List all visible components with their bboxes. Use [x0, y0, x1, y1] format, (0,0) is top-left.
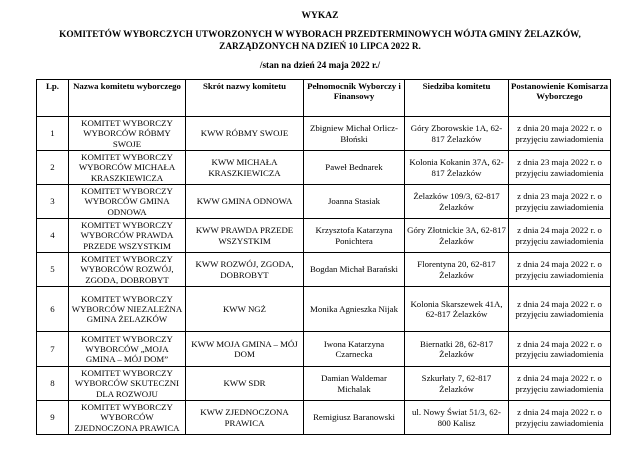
- cell-seat: Kolonia Skarszewek 41A, 62-817 Żelazków: [405, 287, 509, 332]
- cell-name: KOMITET WYBORCZY WYBORCÓW PRAWDA PRZEDE WSZYSTKIM: [69, 219, 186, 253]
- cell-abbr: KWW MOJA GMINA – MÓJ DOM: [186, 332, 304, 367]
- table-row: [37, 185, 611, 219]
- cell-seat: Kolonia Kokanin 37A, 62-817 Żelazków: [405, 151, 509, 185]
- cell-lp: 7: [37, 332, 69, 367]
- cell-decision: z dnia 24 maja 2022 r. o przyjęciu zawiadomienia: [509, 332, 611, 367]
- cell-lp: 8: [37, 367, 69, 401]
- table-row: [37, 117, 611, 151]
- cell-agent: Paweł Bednarek: [304, 151, 405, 185]
- cell-lp: 2: [37, 151, 69, 185]
- cell-decision: z dnia 20 maja 2022 r. o przyjęciu zawiadomienia: [509, 117, 611, 151]
- cell-decision: z dnia 23 maja 2022 r. o przyjęciu zawiadomienia: [509, 185, 611, 219]
- table-row: [37, 253, 611, 287]
- cell-seat: Szkurłaty 7, 62-817 Żelazków: [405, 367, 509, 401]
- cell-abbr: KWW MICHAŁA KRASZKIEWICZA: [186, 151, 304, 185]
- document-title: WYKAZ: [301, 11, 339, 21]
- cell-decision: z dnia 24 maja 2022 r. o przyjęciu zawiadomienia: [509, 401, 611, 435]
- cell-abbr: KWW SDR: [186, 367, 304, 401]
- cell-decision: z dnia 24 maja 2022 r. o przyjęciu zawiadomienia: [509, 219, 611, 253]
- cell-lp: 4: [37, 219, 69, 253]
- cell-name: KOMITET WYBORCZY WYBORCÓW „MOJA GMINA – MÓJ DOM”: [69, 332, 186, 367]
- column-header-abbr: Skrót nazwy komitetu: [186, 80, 304, 117]
- cell-name: KOMITET WYBORCZY WYBORCÓW GMINA ODNOWA: [69, 185, 186, 219]
- cell-name: KOMITET WYBORCZY WYBORCÓW RÓBMY SWOJE: [69, 117, 186, 151]
- cell-decision: z dnia 24 maja 2022 r. o przyjęciu zawiadomienia: [509, 367, 611, 401]
- column-header-seat: Siedziba komitetu: [405, 80, 509, 117]
- status-date: /stan na dzień 24 maja 2022 r./: [259, 61, 381, 71]
- table-row: [37, 151, 611, 185]
- cell-abbr: KWW ROZWÓJ, ZGODA, DOBROBYT: [186, 253, 304, 287]
- cell-name: KOMITET WYBORCZY WYBORCÓW MICHAŁA KRASZKIEWICZA: [69, 151, 186, 185]
- cell-agent: Damian Waldemar Michalak: [304, 367, 405, 401]
- cell-seat: Biernatki 28, 62-817 Żelazków: [405, 332, 509, 367]
- cell-name: KOMITET WYBORCZY WYBORCÓW SKUTECZNI DLA ROZWOJU: [69, 367, 186, 401]
- table-header-row: [37, 80, 611, 117]
- cell-agent: Bogdan Michał Barański: [304, 253, 405, 287]
- table-row: [37, 401, 611, 435]
- table-row: [37, 332, 611, 367]
- cell-lp: 1: [37, 117, 69, 151]
- cell-agent: Krzysztofa Katarzyna Ponichtera: [304, 219, 405, 253]
- table-row: [37, 219, 611, 253]
- cell-lp: 5: [37, 253, 69, 287]
- cell-abbr: KWW GMINA ODNOWA: [186, 185, 304, 219]
- table-row: [37, 367, 611, 401]
- cell-agent: Monika Agnieszka Nijak: [304, 287, 405, 332]
- cell-lp: 9: [37, 401, 69, 435]
- column-header-lp: Lp.: [37, 80, 69, 117]
- cell-agent: Zbigniew Michał Orlicz-Błoński: [304, 117, 405, 151]
- cell-decision: z dnia 23 maja 2022 r. o przyjęciu zawiadomienia: [509, 151, 611, 185]
- table-row: [37, 287, 611, 332]
- cell-seat: Góry Złotnickie 3A, 62-817 Żelazków: [405, 219, 509, 253]
- cell-abbr: KWW NGŻ: [186, 287, 304, 332]
- cell-agent: Remigiusz Baranowski: [304, 401, 405, 435]
- document-subtitle: [0, 30, 640, 53]
- cell-decision: z dnia 24 maja 2022 r. o przyjęciu zawiadomienia: [509, 253, 611, 287]
- column-header-name: Nazwa komitetu wyborczego: [69, 80, 186, 117]
- cell-agent: Joanna Stasiak: [304, 185, 405, 219]
- cell-seat: Góry Zborowskie 1A, 62-817 Żelazków: [405, 117, 509, 151]
- cell-name: KOMITET WYBORCZY WYBORCÓW NIEZALEŻNA GMINA ŻELAZKÓW: [69, 287, 186, 332]
- cell-seat: ul. Nowy Świat 51/3, 62-800 Kalisz: [405, 401, 509, 435]
- cell-lp: 3: [37, 185, 69, 219]
- cell-abbr: KWW PRAWDA PRZEDE WSZYSTKIM: [186, 219, 304, 253]
- cell-decision: z dnia 24 maja 2022 r. o przyjęciu zawiadomienia: [509, 287, 611, 332]
- cell-name: KOMITET WYBORCZY WYBORCÓW ZJEDNOCZONA PRAWICA: [69, 401, 186, 435]
- committees-table: [36, 79, 611, 435]
- cell-seat: Żelazków 109/3, 62-817 Żelazków: [405, 185, 509, 219]
- cell-abbr: KWW ZJEDNOCZONA PRAWICA: [186, 401, 304, 435]
- subtitle-line-1: KOMITETÓW WYBORCZYCH UTWORZONYCH W WYBORACH PRZEDTERMINOWYCH WÓJTA GMINY ŻELAZKÓW,: [59, 30, 581, 40]
- column-header-decision: Postanowienie Komisarza Wyborczego: [509, 80, 611, 117]
- column-header-agent: Pełnomocnik Wyborczy i Finansowy: [304, 80, 405, 117]
- cell-lp: 6: [37, 287, 69, 332]
- cell-name: KOMITET WYBORCZY WYBORCÓW ROZWÓJ, ZGODA, DOBROBYT: [69, 253, 186, 287]
- cell-agent: Iwona Katarzyna Czarnecka: [304, 332, 405, 367]
- subtitle-line-2: ZARZĄDZONYCH NA DZIEŃ 10 LIPCA 2022 R.: [219, 41, 421, 52]
- cell-abbr: KWW RÓBMY SWOJE: [186, 117, 304, 151]
- cell-seat: Florentyna 20, 62-817 Żelazków: [405, 253, 509, 287]
